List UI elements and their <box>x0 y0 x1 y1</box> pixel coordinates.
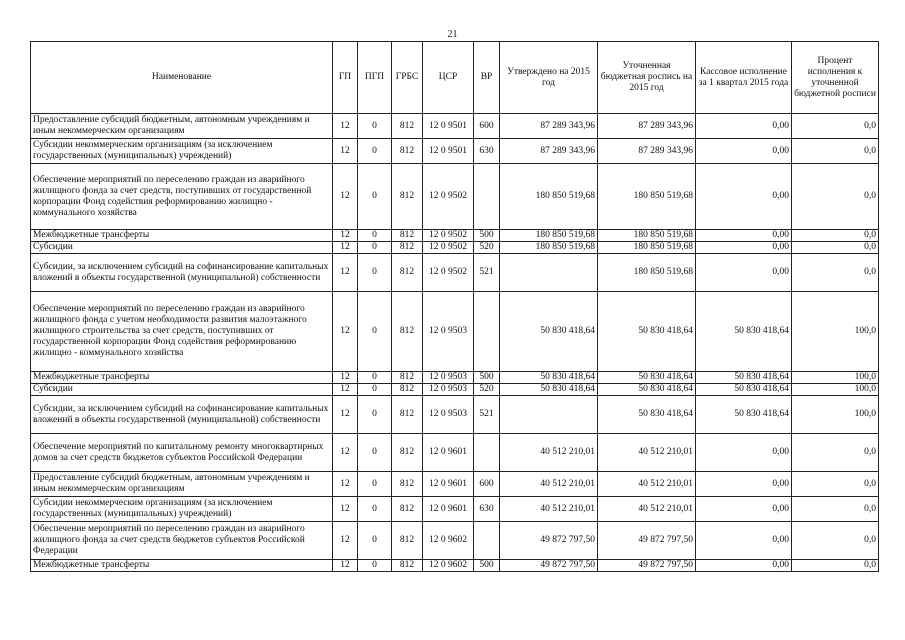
cell-percent: 0,0 <box>792 560 879 572</box>
table-row <box>31 254 879 292</box>
cell-vr <box>474 164 500 230</box>
cell-vr <box>474 434 500 472</box>
cell-refined: 180 850 519,68 <box>598 230 696 242</box>
cell-refined: 50 830 418,64 <box>598 292 696 372</box>
table-row <box>31 230 879 242</box>
cell-grbs: 812 <box>392 434 423 472</box>
cell-percent: 0,0 <box>792 139 879 164</box>
cell-vr: 630 <box>474 139 500 164</box>
cell-refined: 49 872 797,50 <box>598 560 696 572</box>
cell-pgp: 0 <box>358 114 392 139</box>
cell-pgp: 0 <box>358 230 392 242</box>
cell-pgp: 0 <box>358 472 392 497</box>
cell-percent: 100,0 <box>792 372 879 384</box>
cell-csr: 12 0 9602 <box>423 522 474 560</box>
cell-vr: 520 <box>474 242 500 254</box>
cell-cash: 0,00 <box>696 434 792 472</box>
cell-grbs: 812 <box>392 164 423 230</box>
cell-approved: 40 512 210,01 <box>500 497 598 522</box>
header-refined: Уточненная бюджетная роспись на 2015 год <box>598 42 696 114</box>
cell-approved: 40 512 210,01 <box>500 434 598 472</box>
cell-percent: 0,0 <box>792 472 879 497</box>
cell-grbs: 812 <box>392 242 423 254</box>
cell-name: Предоставление субсидий бюджетным, автономным учреждениям и иным некоммерческим организациям <box>31 114 333 139</box>
cell-pgp: 0 <box>358 242 392 254</box>
table-row <box>31 497 879 522</box>
cell-percent: 0,0 <box>792 254 879 292</box>
cell-csr: 12 0 9501 <box>423 114 474 139</box>
cell-pgp: 0 <box>358 522 392 560</box>
cell-approved: 50 830 418,64 <box>500 384 598 396</box>
cell-percent: 100,0 <box>792 292 879 372</box>
cell-grbs: 812 <box>392 522 423 560</box>
cell-name: Субсидии некоммерческим организациям (за исключением государственных (муниципальных) учреждений) <box>31 139 333 164</box>
cell-gp: 12 <box>333 522 358 560</box>
cell-percent: 0,0 <box>792 434 879 472</box>
cell-refined: 180 850 519,68 <box>598 164 696 230</box>
cell-csr: 12 0 9501 <box>423 139 474 164</box>
cell-percent: 0,0 <box>792 114 879 139</box>
cell-name: Субсидии <box>31 242 333 254</box>
cell-gp: 12 <box>333 560 358 572</box>
table-row <box>31 434 879 472</box>
table-row <box>31 242 879 254</box>
cell-grbs: 812 <box>392 139 423 164</box>
cell-gp: 12 <box>333 242 358 254</box>
header-pgp: ПГП <box>358 42 392 114</box>
cell-cash: 0,00 <box>696 242 792 254</box>
cell-cash: 50 830 418,64 <box>696 384 792 396</box>
header-csr: ЦСР <box>423 42 474 114</box>
cell-name: Обеспечение мероприятий по капитальному ремонту многоквартирных домов за счет средств бюджетов субъектов Российской Федерации <box>31 434 333 472</box>
cell-grbs: 812 <box>392 254 423 292</box>
cell-percent: 0,0 <box>792 497 879 522</box>
cell-vr: 520 <box>474 384 500 396</box>
cell-gp: 12 <box>333 472 358 497</box>
cell-refined: 50 830 418,64 <box>598 384 696 396</box>
cell-refined: 49 872 797,50 <box>598 522 696 560</box>
cell-csr: 12 0 9503 <box>423 384 474 396</box>
cell-pgp: 0 <box>358 139 392 164</box>
cell-gp: 12 <box>333 396 358 434</box>
cell-gp: 12 <box>333 372 358 384</box>
header-percent: Процент исполнения к уточненной бюджетной росписи <box>792 42 879 114</box>
table-row <box>31 522 879 560</box>
cell-gp: 12 <box>333 254 358 292</box>
cell-pgp: 0 <box>358 384 392 396</box>
cell-grbs: 812 <box>392 292 423 372</box>
cell-gp: 12 <box>333 384 358 396</box>
cell-name: Межбюджетные трансферты <box>31 230 333 242</box>
cell-grbs: 812 <box>392 396 423 434</box>
table-row <box>31 384 879 396</box>
cell-name: Межбюджетные трансферты <box>31 560 333 572</box>
cell-refined: 87 289 343,96 <box>598 114 696 139</box>
cell-name: Субсидии, за исключением субсидий на софинансирование капитальных вложений в объекты государственной (муниципальной) собственности <box>31 254 333 292</box>
cell-vr: 500 <box>474 560 500 572</box>
cell-pgp: 0 <box>358 560 392 572</box>
cell-approved: 180 850 519,68 <box>500 230 598 242</box>
cell-csr: 12 0 9602 <box>423 560 474 572</box>
header-gp: ГП <box>333 42 358 114</box>
cell-gp: 12 <box>333 139 358 164</box>
cell-csr: 12 0 9502 <box>423 254 474 292</box>
cell-approved: 87 289 343,96 <box>500 139 598 164</box>
cell-csr: 12 0 9601 <box>423 472 474 497</box>
cell-grbs: 812 <box>392 372 423 384</box>
cell-approved: 180 850 519,68 <box>500 242 598 254</box>
cell-refined: 50 830 418,64 <box>598 396 696 434</box>
cell-gp: 12 <box>333 164 358 230</box>
cell-percent: 0,0 <box>792 522 879 560</box>
cell-gp: 12 <box>333 114 358 139</box>
cell-gp: 12 <box>333 434 358 472</box>
cell-refined: 40 512 210,01 <box>598 434 696 472</box>
header-approved: Утверждено на 2015 год <box>500 42 598 114</box>
cell-vr: 600 <box>474 114 500 139</box>
cell-gp: 12 <box>333 497 358 522</box>
header-grbs: ГРБС <box>392 42 423 114</box>
cell-percent: 0,0 <box>792 164 879 230</box>
cell-pgp: 0 <box>358 164 392 230</box>
cell-refined: 180 850 519,68 <box>598 254 696 292</box>
cell-vr: 600 <box>474 472 500 497</box>
header-name: Наименование <box>31 42 333 114</box>
header-vr: ВР <box>474 42 500 114</box>
cell-grbs: 812 <box>392 497 423 522</box>
cell-cash: 0,00 <box>696 164 792 230</box>
cell-vr <box>474 522 500 560</box>
cell-csr: 12 0 9503 <box>423 396 474 434</box>
cell-cash: 0,00 <box>696 560 792 572</box>
cell-csr: 12 0 9503 <box>423 292 474 372</box>
cell-refined: 40 512 210,01 <box>598 472 696 497</box>
cell-cash: 50 830 418,64 <box>696 372 792 384</box>
cell-name: Обеспечение мероприятий по переселению граждан из аварийного жилищного фонда с учетом необходимости развития малоэтажного жилищного строительства за счет средств, поступивших от государственной корпорации Фонд содействия реформированию жилищно - коммунального хозяйства <box>31 292 333 372</box>
cell-percent: 0,0 <box>792 230 879 242</box>
page-number: 21 <box>447 29 458 40</box>
cell-refined: 50 830 418,64 <box>598 372 696 384</box>
table-row <box>31 139 879 164</box>
cell-pgp: 0 <box>358 292 392 372</box>
cell-csr: 12 0 9502 <box>423 230 474 242</box>
cell-approved: 49 872 797,50 <box>500 560 598 572</box>
cell-refined: 180 850 519,68 <box>598 242 696 254</box>
cell-approved: 50 830 418,64 <box>500 372 598 384</box>
cell-gp: 12 <box>333 230 358 242</box>
cell-pgp: 0 <box>358 254 392 292</box>
table-row <box>31 164 879 230</box>
cell-percent: 0,0 <box>792 242 879 254</box>
table-row <box>31 292 879 372</box>
cell-pgp: 0 <box>358 372 392 384</box>
cell-cash: 0,00 <box>696 522 792 560</box>
cell-name: Субсидии некоммерческим организациям (за исключением государственных (муниципальных) учреждений) <box>31 497 333 522</box>
cell-approved: 49 872 797,50 <box>500 522 598 560</box>
header-cash: Кассовое исполнение за 1 квартал 2015 года <box>696 42 792 114</box>
table-row <box>31 114 879 139</box>
cell-cash: 0,00 <box>696 497 792 522</box>
cell-csr: 12 0 9601 <box>423 434 474 472</box>
cell-cash: 0,00 <box>696 114 792 139</box>
cell-grbs: 812 <box>392 230 423 242</box>
cell-approved: 50 830 418,64 <box>500 292 598 372</box>
cell-vr: 500 <box>474 372 500 384</box>
cell-csr: 12 0 9502 <box>423 242 474 254</box>
cell-cash: 0,00 <box>696 139 792 164</box>
cell-pgp: 0 <box>358 396 392 434</box>
cell-refined: 40 512 210,01 <box>598 497 696 522</box>
cell-refined: 87 289 343,96 <box>598 139 696 164</box>
header-row <box>31 42 879 114</box>
cell-cash: 0,00 <box>696 472 792 497</box>
cell-cash: 50 830 418,64 <box>696 292 792 372</box>
cell-vr: 521 <box>474 396 500 434</box>
cell-approved <box>500 254 598 292</box>
cell-gp: 12 <box>333 292 358 372</box>
cell-grbs: 812 <box>392 384 423 396</box>
cell-vr: 521 <box>474 254 500 292</box>
cell-pgp: 0 <box>358 497 392 522</box>
cell-approved <box>500 396 598 434</box>
cell-approved: 87 289 343,96 <box>500 114 598 139</box>
cell-name: Межбюджетные трансферты <box>31 372 333 384</box>
cell-percent: 100,0 <box>792 396 879 434</box>
cell-cash: 0,00 <box>696 254 792 292</box>
cell-csr: 12 0 9503 <box>423 372 474 384</box>
cell-csr: 12 0 9601 <box>423 497 474 522</box>
cell-grbs: 812 <box>392 472 423 497</box>
cell-approved: 180 850 519,68 <box>500 164 598 230</box>
table-row <box>31 372 879 384</box>
cell-name: Субсидии <box>31 384 333 396</box>
budget-table <box>30 41 879 572</box>
cell-vr <box>474 292 500 372</box>
cell-grbs: 812 <box>392 114 423 139</box>
table-row <box>31 472 879 497</box>
table-row <box>31 396 879 434</box>
cell-approved: 40 512 210,01 <box>500 472 598 497</box>
cell-name: Субсидии, за исключением субсидий на софинансирование капитальных вложений в объекты государственной (муниципальной) собственности <box>31 396 333 434</box>
cell-grbs: 812 <box>392 560 423 572</box>
cell-percent: 100,0 <box>792 384 879 396</box>
cell-name: Предоставление субсидий бюджетным, автономным учреждениям и иным некоммерческим организациям <box>31 472 333 497</box>
cell-vr: 630 <box>474 497 500 522</box>
cell-name: Обеспечение мероприятий по переселению граждан из аварийного жилищного фонда за счет средств бюджетов субъектов Российской Федерации <box>31 522 333 560</box>
cell-cash: 0,00 <box>696 230 792 242</box>
cell-vr: 500 <box>474 230 500 242</box>
cell-name: Обеспечение мероприятий по переселению граждан из аварийного жилищного фонда за счет средств, поступивших от государственной корпорации Фонд содействия реформированию жилищно - коммунального хозяйства <box>31 164 333 230</box>
cell-pgp: 0 <box>358 434 392 472</box>
cell-csr: 12 0 9502 <box>423 164 474 230</box>
table-row <box>31 560 879 572</box>
cell-cash: 50 830 418,64 <box>696 396 792 434</box>
